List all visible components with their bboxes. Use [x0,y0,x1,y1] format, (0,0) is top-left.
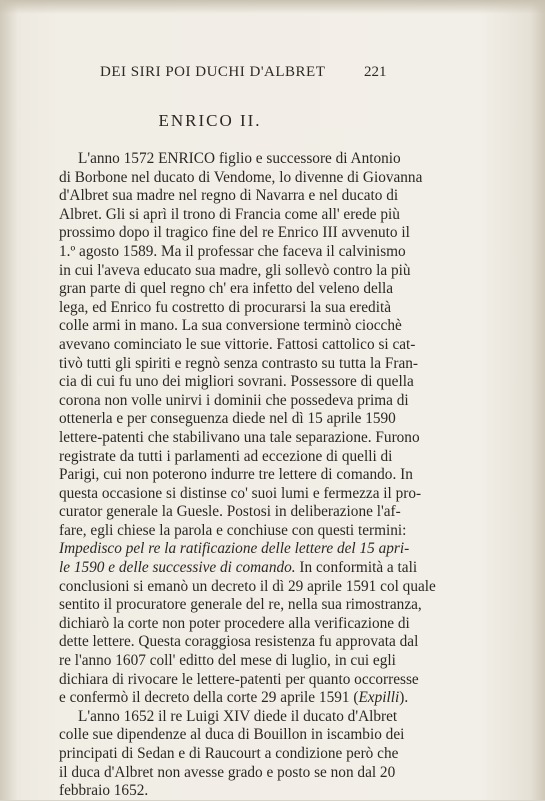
text-line: febbraio 1652. [59,782,149,800]
text-line: ottenerla e per conseguenza diede nel dì 15 aprile 1590 [59,410,396,428]
text-line: di Borbone nel ducato di Vendome, lo divenne di Giovanna [59,168,423,186]
text-line: il duca d'Albret non avesse grado e posto se non dal 20 [59,763,396,781]
text-line: tivò tutti gli spiriti e regnò senza contrasto su tutta la Fran- [59,354,418,372]
text-line: L'anno 1572 ENRICO figlio e successore di Antonio [78,150,401,167]
text-line: dichiarò la corte non poter procedere alla verificazione di [59,614,410,632]
text-line: gran parte di quel regno ch' era infetto del veleno della [59,280,394,298]
text-line: Albret. Gli si aprì il trono di Francia come all' erede più [59,205,400,223]
text-line: re l'anno 1607 coll' editto del mese di luglio, in cui egli [59,652,396,670]
text-line: prossimo dopo il tragico fine del re Enrico III avvenuto il [59,224,410,242]
text-line: dette lettere. Questa coraggiosa resistenza fu approvata dal [59,633,419,651]
text-line: cia di cui fu uno dei migliori sovrani. Possessore di quella [59,373,414,391]
text-line: colle sue dipendenze al duca di Bouillon in iscambio dei [59,726,405,744]
text-line: registrate da tutti i parlamenti ad eccezione di quelli di [59,447,393,465]
text-line: in cui l'aveva educato sua madre, gli sollevò contro la più [59,261,411,279]
text-line: avevano cominciato le sue vittorie. Fattosi cattolico si cat- [59,335,416,353]
text-line: sentito il procuratore generale del re, nella sua rimostranza, [59,596,422,614]
page-top-shadow [0,0,545,14]
text-line: le 1590 e delle successive di comando. In conformità a tali [59,559,418,577]
text-line: questa occasione si distinse co' suoi lumi e fermezza il pro- [59,484,422,502]
text-line: Parigi, cui non poterono indurre tre lettere di comando. In [59,466,413,484]
text-line: colle armi in mano. La sua conversione terminò ciocchè [59,317,402,335]
body-text [59,150,436,801]
text-line: lettere-patenti che stabilivano una tale separazione. Furono [59,428,420,446]
page-number: 221 [364,64,387,80]
text-line: curator generale la Guesle. Postosi in deliberazione l'af- [59,503,401,521]
text-line: e confermò il decreto della corte 29 aprile 1591 (Expilli). [59,689,409,707]
text-line: corona non volle unirvi i dominii che possedeva prima di [59,391,409,409]
text-line: Impedisco pel re la ratificazione delle lettere del 15 apri- [59,540,410,558]
text-line: fare, egli chiese la parola e conchiuse con questi termini: [59,521,407,539]
text-line: L'anno 1652 il re Luigi XIV diede il ducato d'Albret [78,707,398,725]
running-title: DEI SIRI POI DUCHI D'ALBRET [100,64,326,80]
text-line: d'Albret sua madre nel regno di Navarra e nel ducato di [59,187,399,205]
text-line: conclusioni si emanò un decreto il dì 29 aprile 1591 col quale [59,577,436,595]
text-line: 1.º agosto 1589. Ma il professar che faceva il calvinismo [59,242,406,260]
chapter-title: ENRICO II. [158,111,262,130]
text-line: lega, ed Enrico fu costretto di procurarsi la sua eredità [59,298,391,316]
text-line: principati di Sedan e di Raucourt a condizione però che [59,745,399,762]
text-line: dichiara di rivocare le lettere-patenti per quanto occorresse [59,670,419,688]
